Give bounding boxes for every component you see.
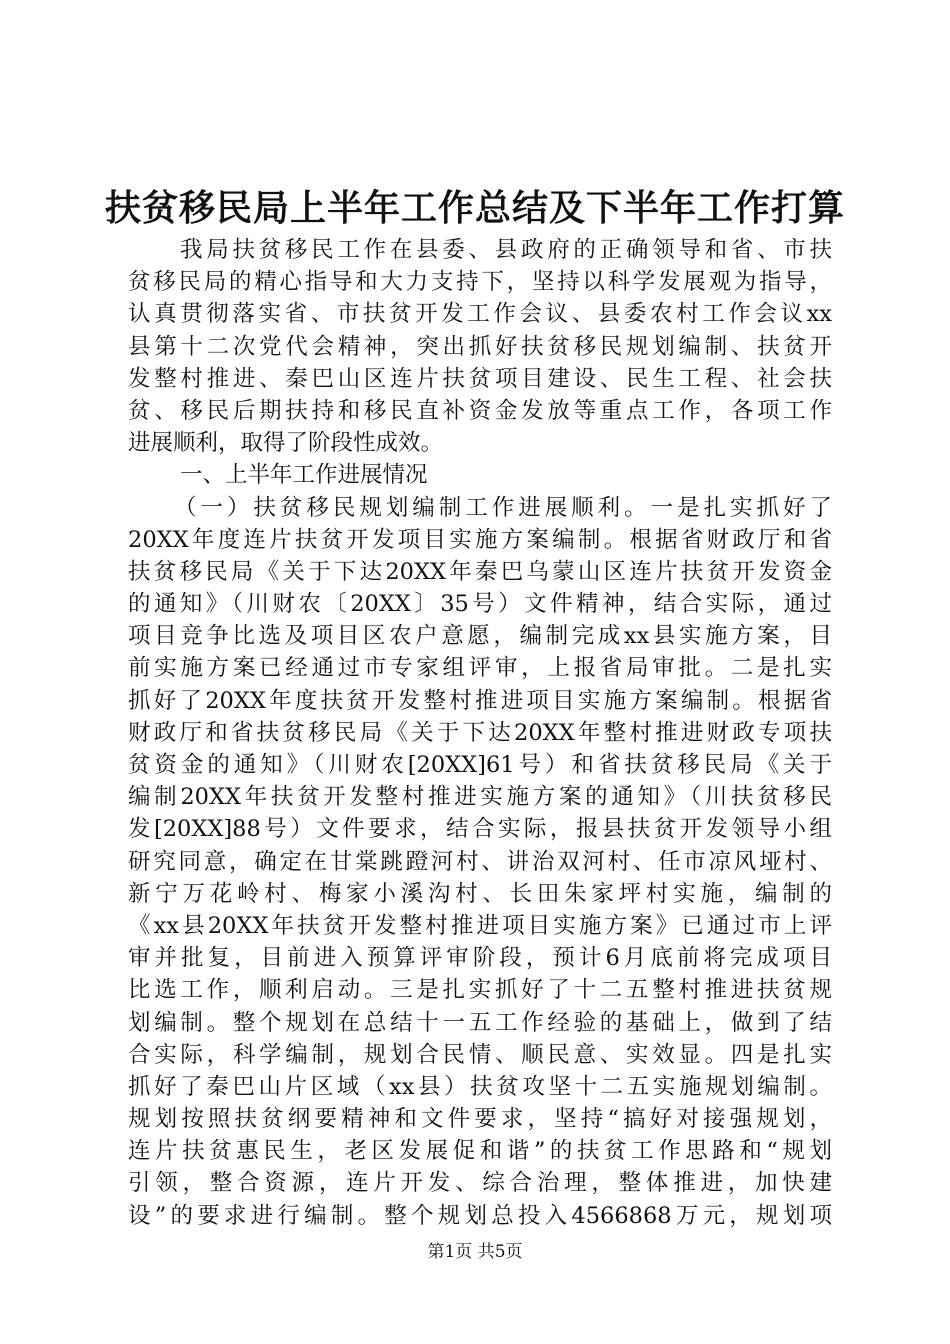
text-line: 贫移民局的精心指导和大力支持下，坚持以科学发展观为指导， <box>128 269 832 296</box>
text-line: 研究同意，确定在甘棠跳蹬河村、讲治双河村、任市凉风垭村、 <box>128 848 832 875</box>
text-line: 前实施方案已经通过市专家组评审，上报省局审批。二是扎实 <box>128 655 832 682</box>
document-title: 扶贫移民局上半年工作总结及下半年工作打算 <box>104 187 845 229</box>
page-footer: 第1页 共5页 <box>427 1242 523 1262</box>
section-heading: 一、上半年工作进展情况 <box>180 462 428 489</box>
text-line: 新宁万花岭村、梅家小溪沟村、长田朱家坪村实施，编制的 <box>128 880 832 907</box>
text-line: 设”的要求进行编制。整个规划总投入4566868万元，规划项 <box>128 1202 832 1229</box>
text-line: 《xx县20XX年扶贫开发整村推进项目实施方案》已通过市上评 <box>128 912 832 939</box>
text-line: 审并批复，目前进入预算评审阶段，预计6月底前将完成项目 <box>128 945 832 972</box>
text-line: 贫、移民后期扶持和移民直补资金发放等重点工作，各项工作 <box>128 397 832 424</box>
text-line: 扶贫移民局《关于下达20XX年秦巴乌蒙山区连片扶贫开发资金 <box>128 558 832 585</box>
text-line: 编制20XX年扶贫开发整村推进实施方案的通知》（川扶贫移民 <box>128 784 832 811</box>
text-line: 的通知》（川财农〔20XX〕35号）文件精神，结合实际，通过 <box>128 591 832 618</box>
text-line: 20XX年度连片扶贫开发项目实施方案编制。根据省财政厅和省 <box>128 526 832 553</box>
text-line: 比选工作，顺利启动。三是扎实抓好了十二五整村推进扶贫规 <box>128 977 832 1004</box>
document-body <box>128 234 832 1232</box>
text-line: 贫资金的通知》（川财农[20XX]61号）和省扶贫移民局《关于 <box>128 752 832 778</box>
text-line: 县第十二次党代会精神，突出抓好扶贫移民规划编制、扶贫开 <box>128 333 832 360</box>
text-line: 抓好了20XX年度扶贫开发整村推进项目实施方案编制。根据省 <box>128 687 832 714</box>
text-line: 合实际，科学编制，规划合民情、顺民意、实效显。四是扎实 <box>128 1041 832 1068</box>
text-line: 划编制。整个规划在总结十一五工作经验的基础上，做到了结 <box>128 1009 832 1036</box>
text-line: 项目竞争比选及项目区农户意愿，编制完成xx县实施方案，目 <box>128 623 832 650</box>
text-line: 连片扶贫惠民生，老区发展促和谐”的扶贫工作思路和“规划 <box>128 1138 832 1165</box>
text-line: （一）扶贫移民规划编制工作进展顺利。一是扎实抓好了 <box>174 494 832 521</box>
text-line: 我局扶贫移民工作在县委、县政府的正确领导和省、市扶 <box>180 237 832 263</box>
text-line: 发[20XX]88号）文件要求，结合实际，报县扶贫开发领导小组 <box>128 816 832 843</box>
text-line: 进展顺利，取得了阶段性成效。 <box>128 430 444 457</box>
text-line: 财政厅和省扶贫移民局《关于下达20XX年整村推进财政专项扶 <box>128 719 832 746</box>
text-line: 规划按照扶贫纲要精神和文件要求，坚持“搞好对接强规划， <box>128 1106 832 1133</box>
text-line: 认真贯彻落实省、市扶贫开发工作会议、县委农村工作会议xx <box>128 301 832 328</box>
text-line: 发整村推进、秦巴山区连片扶贫项目建设、民生工程、社会扶 <box>128 365 832 392</box>
text-line: 引领，整合资源，连片开发、综合治理，整体推进，加快建 <box>128 1170 832 1197</box>
text-line: 抓好了秦巴山片区域（xx县）扶贫攻坚十二五实施规划编制。 <box>128 1073 832 1100</box>
